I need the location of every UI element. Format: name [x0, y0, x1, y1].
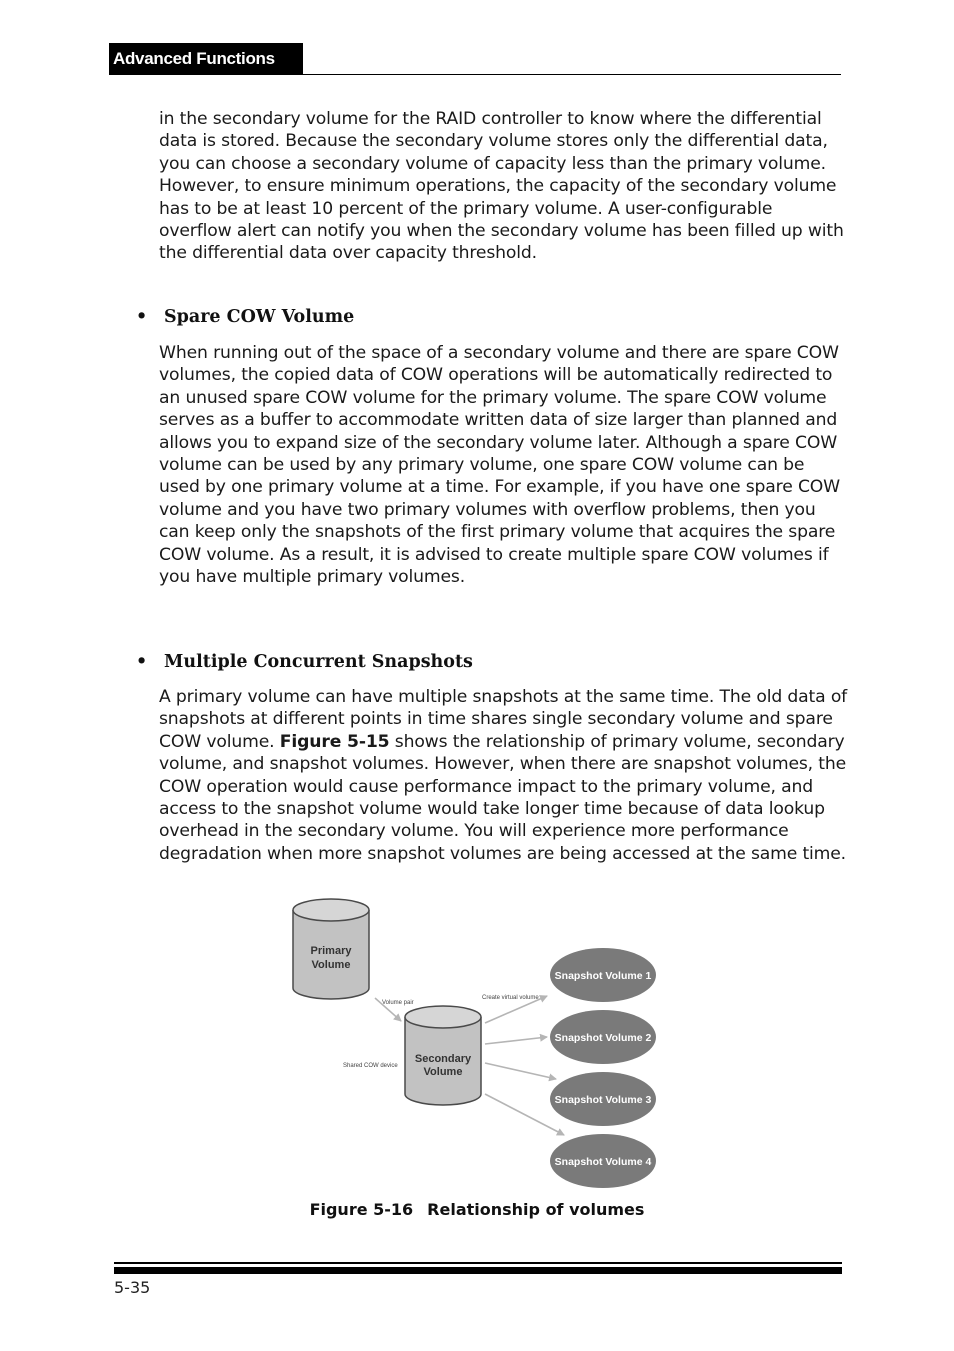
section-title: Advanced Functions — [113, 49, 275, 68]
volume-relationship-diagram — [280, 893, 680, 1193]
snapshot-volume-3-label: Snapshot Volume 3 — [554, 1094, 652, 1106]
snapshot-volume-2 — [550, 1010, 656, 1064]
para3-text-before: A primary volume can have multiple snapshots at the same time. The old data of snapshots at different points in time shares single secondary volume and spare COW volume. — [159, 687, 848, 752]
snapshot-volume-4-label: Snapshot Volume 4 — [554, 1156, 652, 1168]
secondary-volume-cylinder — [405, 1006, 481, 1105]
primary-volume-label-1: Primary — [310, 945, 352, 957]
snapshot-volume-1-label: Snapshot Volume 1 — [554, 970, 652, 982]
secondary-volume-label-2: Volume — [423, 1066, 463, 1078]
paragraph-secondary-volume: in the secondary volume for the RAID controller to know where the differential data is stored. Because the secondary volume stores only the differential data, you can choose a secondary volume of capacity less than the primary volume. However, to ensure minimum operations, the capacity of the secondary volume has to be at least 10 percent of the primary volume. A user-configurable overflow alert can notify you when the secondary volume has been filled up with the differential data over capacity threshold. — [159, 109, 844, 264]
label-volume-pair: Volume pair — [382, 1000, 414, 1006]
paragraph-spare-cow: When running out of the space of a secondary volume and there are spare COW volumes, the copied data of COW operations will be automatically redirected to an unused spare COW volume for the primary volume. The spare COW volume serves as a buffer to accommodate written data of size larger than planned and allows you to expand size of the secondary volume later. Although a spare COW volume can be used by any primary volume, one spare COW volume can be used by one primary volume at a time. For example, if you have one spare COW volume and you have two primary volumes with overflow problems, then you can keep only the snapshots of the first primary volume that acquires the spare COW volume. As a result, it is advised to create multiple spare COW volumes if you have multiple primary volumes. — [159, 343, 841, 588]
figure-caption-text: Relationship of volumes — [427, 1200, 645, 1219]
snapshot-volume-3 — [550, 1072, 656, 1126]
figure-caption-number: Figure 5-16 — [309, 1200, 414, 1219]
footer-rule-thin — [114, 1262, 842, 1264]
bullet-title: Spare COW Volume — [164, 307, 355, 327]
header-rule — [109, 74, 841, 75]
paragraph-multiple-snapshots — [159, 686, 849, 865]
para3-text-after: shows the relationship of primary volume, secondary volume, and snapshot volumes. However, when there are snapshot volumes, the COW operation would cause performance impact to the primary volume, and access to the snapshot volume would take longer time because of data lookup overhead in the secondary volume. You will experience more performance degradation when more snapshot volumes are being accessed at the same time. — [159, 731, 847, 864]
label-shared-cow-device: Shared COW device — [343, 1063, 398, 1069]
bullet-multiple-snapshots — [136, 651, 473, 673]
primary-volume-label-2: Volume — [311, 959, 351, 971]
arrow-to-snapshot-2 — [485, 1037, 547, 1044]
secondary-volume-label-1: Secondary — [414, 1053, 472, 1065]
figure-caption — [0, 1200, 954, 1219]
arrow-to-snapshot-3 — [485, 1063, 556, 1079]
section-header-tab — [109, 43, 303, 74]
snapshot-volume-4 — [550, 1134, 656, 1188]
primary-volume-cylinder — [293, 899, 369, 999]
snapshot-volume-2-label: Snapshot Volume 2 — [554, 1032, 652, 1044]
bullet-title: Multiple Concurrent Snapshots — [164, 652, 473, 672]
label-create-virtual-volume: Create virtual volume — [482, 995, 539, 1001]
figure-reference-link[interactable]: Figure 5-15 — [279, 731, 390, 752]
bullet-dot: • — [136, 307, 148, 327]
bullet-spare-cow-volume — [136, 306, 354, 328]
footer-rule-thick — [114, 1267, 842, 1274]
snapshot-volume-1 — [550, 948, 656, 1002]
bullet-dot: • — [136, 652, 148, 672]
page-number: 5-35 — [114, 1278, 151, 1297]
